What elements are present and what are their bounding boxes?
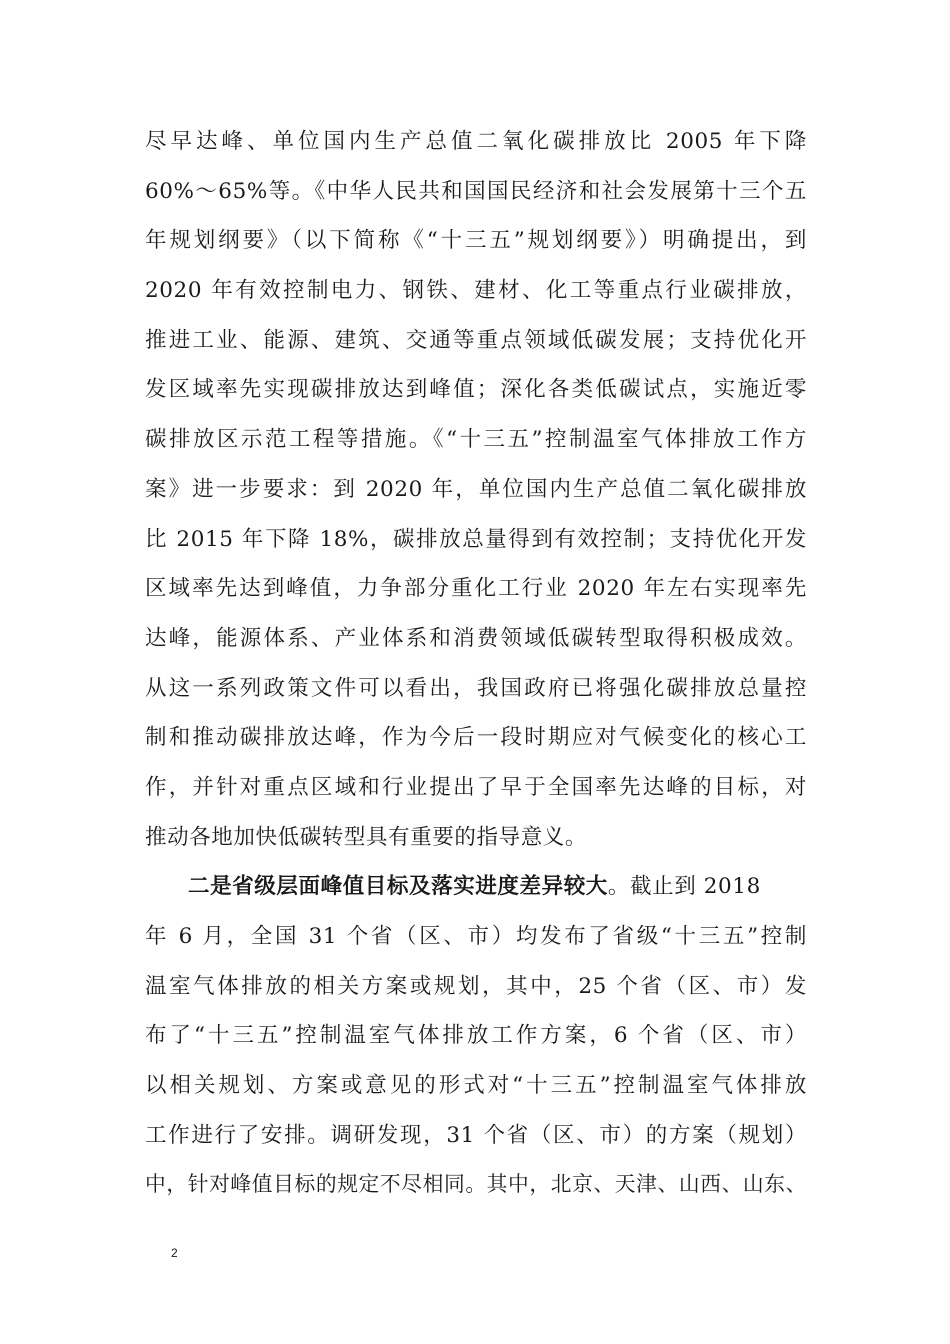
text-line: 作，并针对重点区域和行业提出了早于全国率先达峰的目标，对: [145, 774, 807, 800]
paragraph-lead-heading: 二是省级层面峰值目标及落实进度差异较大: [188, 874, 608, 900]
body-text: [145, 117, 807, 1210]
text-line: 年 6 月，全国 31 个省（区、市）均发布了省级“十三五”控制: [145, 924, 807, 949]
text-line: 制和推动碳排放达峰，作为今后一段时期应对气候变化的核心工: [145, 725, 807, 751]
text-line: 达峰，能源体系、产业体系和消费领域低碳转型取得积极成效。: [145, 625, 807, 651]
text-line: 60%～65%等。《中华人民共和国国民经济和社会发展第十三个五: [145, 178, 807, 204]
paragraph-provincial-targets: [145, 862, 807, 1210]
text-line: 2020 年有效控制电力、钢铁、建材、化工等重点行业碳排放，: [145, 278, 807, 304]
paragraph-lead-rest: 。截止到 2018: [607, 874, 761, 900]
text-line-first: [145, 862, 807, 912]
text-line: 碳排放区示范工程等措施。《“十三五”控制温室气体排放工作方: [145, 427, 807, 453]
text-line: 温室气体排放的相关方案或规划，其中，25 个省（区、市）发: [145, 973, 807, 999]
page-number: 2: [171, 1246, 178, 1260]
text-line: 尽早达峰、单位国内生产总值二氧化碳排放比 2005 年下降: [145, 129, 807, 154]
text-line: 发区域率先实现碳排放达到峰值；深化各类低碳试点，实施近零: [145, 377, 807, 403]
text-line: 推进工业、能源、建筑、交通等重点领域低碳发展；支持优化开: [145, 327, 807, 353]
text-line: 推动各地加快低碳转型具有重要的指导意义。: [145, 824, 588, 850]
text-line: 工作进行了安排。调研发现，31 个省（区、市）的方案（规划）: [145, 1122, 807, 1148]
text-line: 年规划纲要》（以下简称《“十三五”规划纲要》）明确提出，到: [145, 228, 807, 254]
text-line: 比 2015 年下降 18%，碳排放总量得到有效控制；支持优化开发: [145, 526, 807, 552]
text-line: 案》进一步要求：到 2020 年，单位国内生产总值二氧化碳排放: [145, 476, 807, 502]
paragraph-policy-summary: [145, 117, 807, 862]
text-line: 布了“十三五”控制温室气体排放工作方案，6 个省（区、市）: [145, 1023, 807, 1049]
text-line: 以相关规划、方案或意见的形式对“十三五”控制温室气体排放: [145, 1073, 807, 1099]
text-line: 区域率先达到峰值，力争部分重化工行业 2020 年左右实现率先: [145, 576, 807, 602]
text-line: 中，针对峰值目标的规定不尽相同。其中，北京、天津、山西、山东、: [145, 1172, 807, 1197]
text-line: 从这一系列政策文件可以看出，我国政府已将强化碳排放总量控: [145, 675, 807, 701]
